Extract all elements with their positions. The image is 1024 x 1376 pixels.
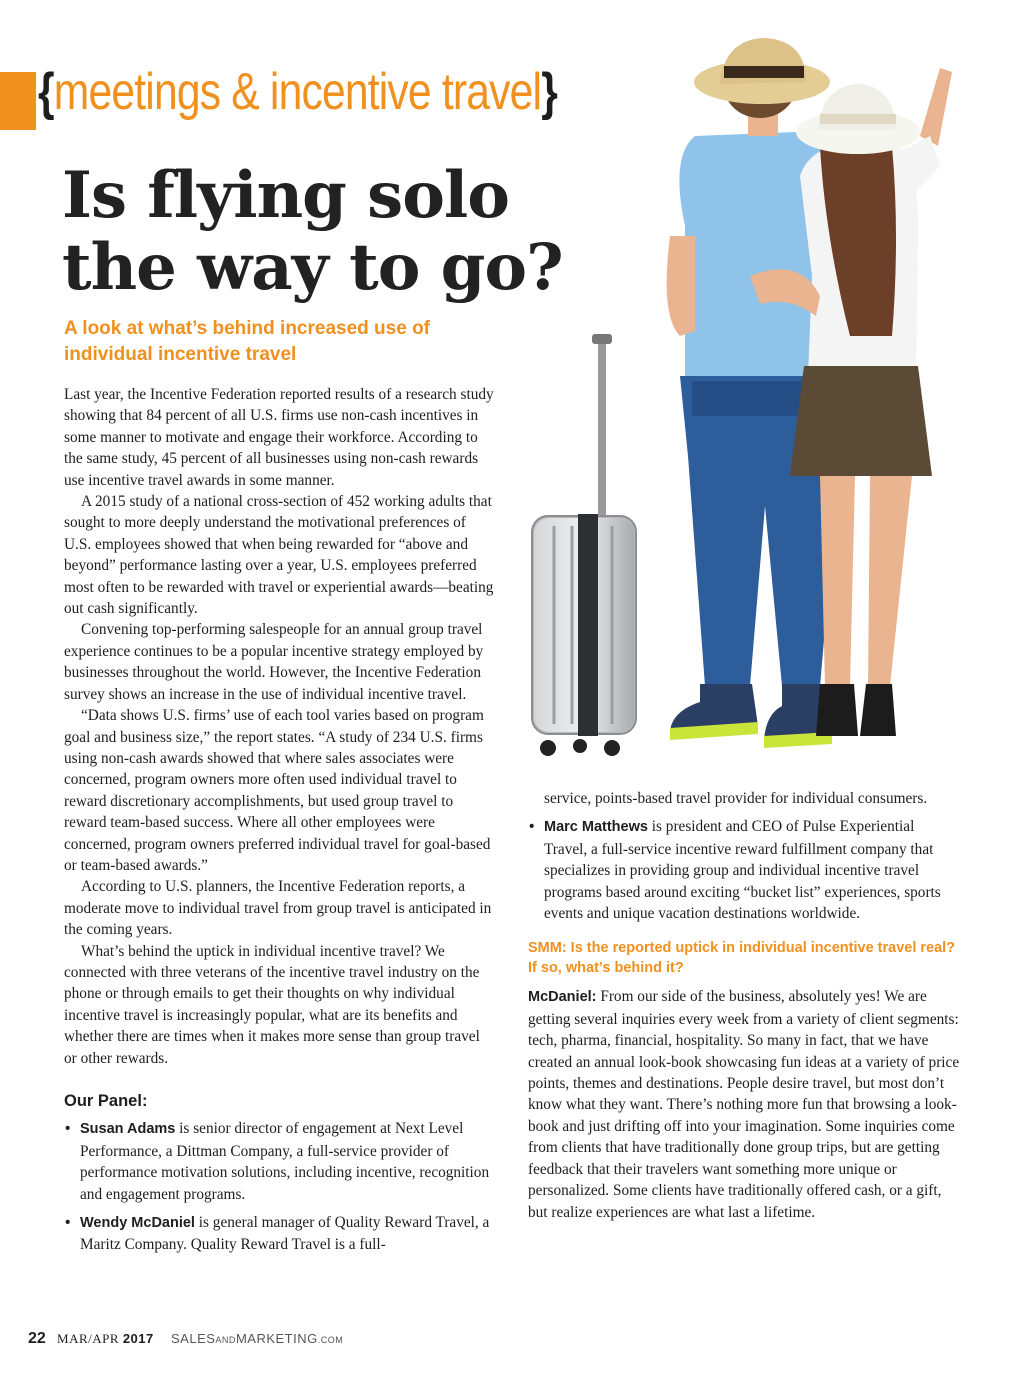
qa-answer-text: From our side of the business, absolutely yes! We are getting several inquiries every week from a variety of client segments: tech, pharma, financial, hospitality. So many in fact, that we have created an annual look-book showcasing fun ideas at a variety of price points, themes and destinations. People desire travel, but most don’t know what they want. There’s nothing more fun that browsing a look-book and just drifting off into your imagination. Some inquiries come from clients that have traditionally done group trips, but are getting feedback that their travelers want something more unique or personalized. Some clients have traditionally offered cash, or a gift, but realize experiences are what last a lifetime.	[528, 988, 960, 1221]
panel-member-desc: is senior director of engagement at Next Level Performance, a Dittman Company, a full-service provider of performance motivation solutions, including incentive, recognition and engagement programs.	[80, 1120, 490, 1203]
body-paragraph: What’s behind the uptick in individual incentive travel? We connected with three veterans of the incentive travel industry on the phone or through emails to get their thoughts on why individual incentive travel is increasingly popular, what are its benefits and whether there are times when it makes more sense than group travel or other rewards.	[64, 942, 480, 1067]
panel-member-name: Wendy McDaniel	[80, 1215, 195, 1232]
panel-list-continued	[528, 816, 960, 924]
panel-member-name: Susan Adams	[80, 1121, 176, 1138]
deck-subtitle: A look at what’s behind increased use of individual incentive travel	[64, 318, 431, 365]
issue-month: MAR/APR	[57, 1331, 120, 1346]
site-part-c: MARKETING	[235, 1331, 318, 1346]
suitcase-illustration	[532, 334, 636, 756]
bracket-close: }	[541, 63, 557, 121]
qa-speaker: McDaniel:	[528, 989, 597, 1006]
body-paragraph: According to U.S. planners, the Incentive Federation reports, a moderate move to individual travel from group travel is anticipated in the coming years.	[64, 878, 492, 939]
page-number: 22	[28, 1330, 46, 1347]
section-label: meetings & incentive travel	[53, 63, 542, 121]
site-name	[171, 1331, 343, 1346]
bracket-open: {	[38, 63, 54, 121]
qa-question: SMM: Is the reported uptick in individual incentive travel real? If so, what’s behind it?	[528, 940, 956, 977]
panel-member-continued: service, points-based travel provider for individual consumers.	[544, 790, 928, 807]
travel-couple-photo	[520, 36, 980, 780]
article-column-2	[528, 788, 960, 1223]
body-paragraph: A 2015 study of a national cross-section of 452 working adults that sought to more deeply understand the motivational preferences of U.S. employees showed that when being rewarded for “above and beyond” performance lasting over a year, U.S. employees preferred most often to be rewarded with travel or experiential awards—beating out cash significantly.	[64, 493, 494, 618]
body-paragraph: Last year, the Incentive Federation reported results of a research study showing that 84 percent of all U.S. firms use non-cash incentives in some manner to motivate and engage their workforce. According to the same study, 45 percent of all businesses using non-cash rewards use incentive travel awards in some manner.	[64, 386, 494, 489]
panel-heading: Our Panel:	[64, 1092, 148, 1110]
panel-list	[64, 1118, 494, 1255]
qa-answer	[528, 986, 960, 1222]
section-heading	[38, 62, 557, 122]
panel-member	[528, 816, 960, 924]
article-column-1	[64, 384, 494, 1263]
panel-member	[64, 1118, 494, 1205]
page-footer	[28, 1330, 343, 1348]
body-paragraph: “Data shows U.S. firms’ use of each tool varies based on program goal and business size,” the report states. “A study of 234 U.S. firms using non-cash awards showed that where sales associates were concerned, program owners more often used individual travel to reward discretionary accomplishments, but used group travel to reward team-based success. Where all other employees were concerned, program owners preferred individual travel for goal-based or team-based awards.”	[64, 707, 491, 874]
issue-year: 2017	[122, 1331, 154, 1346]
headline-line-2: the way to go?	[62, 230, 563, 305]
section-tab-bar	[0, 72, 36, 130]
site-part-d: .COM	[317, 1335, 344, 1345]
panel-member	[64, 1212, 494, 1256]
site-part-b: AND	[215, 1335, 236, 1345]
panel-member-desc: is general manager of Quality Reward Travel, a Maritz Company. Quality Reward Travel is a full-	[80, 1214, 490, 1254]
issue-date	[57, 1331, 154, 1346]
panel-member-name: Marc Matthews	[544, 819, 648, 836]
panel-member-desc: is president and CEO of Pulse Experiential Travel, a full-service incentive reward fulfillment company that specializes in providing group and individual incentive travel programs based around exciting “bucket list” experiences, sports events and unique vacation destinations worldwide.	[544, 818, 941, 923]
headline-line-1: Is flying solo	[62, 158, 509, 233]
body-paragraph: Convening top-performing salespeople for an annual group travel experience continues to be a popular incentive strategy employed by businesses throughout the world. However, the Incentive Federation survey shows an increase in the use of individual incentive travel.	[64, 621, 484, 703]
site-part-a: SALES	[171, 1331, 216, 1346]
